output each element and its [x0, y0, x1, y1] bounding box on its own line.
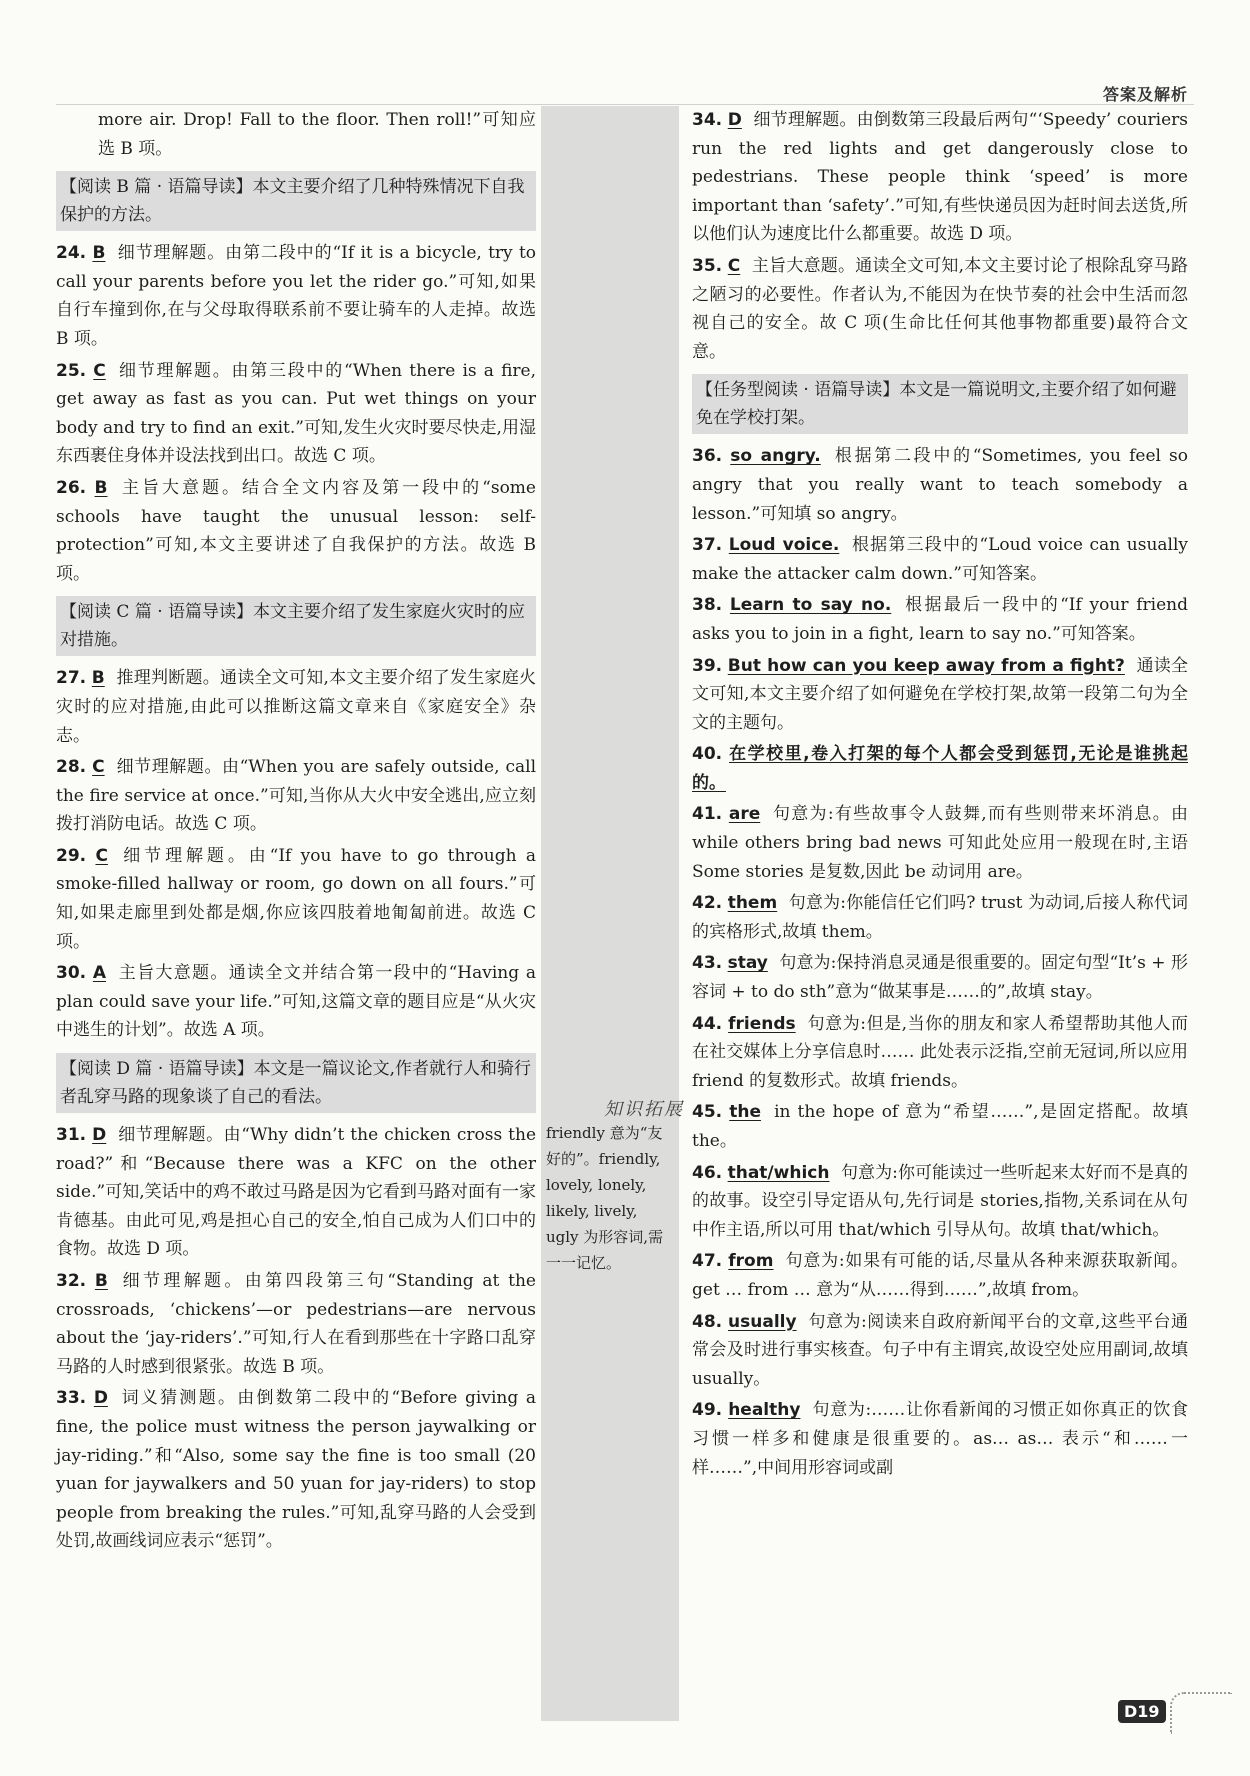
answer-key: B	[91, 668, 105, 689]
header-title: 答案及解析	[1102, 85, 1188, 104]
question-number: 26.	[56, 477, 87, 498]
question-number: 31.	[56, 1125, 87, 1146]
explanation-text: 句意为:……让你看新闻的习惯正如你真正的饮食习惯一样多和健康是很重要的。as… as… 表示“和……一样……”,中间用形容词或副	[692, 1400, 1188, 1478]
answer-key: Loud voice.	[728, 535, 840, 556]
answer-entry	[692, 252, 1188, 366]
explanation-text: 细节理解题。由“Why didn’t the chicken cross the road?”和“Because there was a KFC on the other side.”可知,笑话中的鸡不敢过马路是因为它看到马路对面有一家肯德基。由此可见,鸡是担心自己的安全,怕自己成为人们口中的食物。故选 D 项。	[56, 1125, 537, 1260]
answer-key: the	[729, 1102, 761, 1123]
question-number: 29.	[56, 845, 87, 866]
page-number: D19	[1118, 1700, 1166, 1723]
question-number: 32.	[56, 1271, 87, 1291]
explanation-text: 句意为:如果有可能的话,尽量从各种来源获取新闻。get … from … 意为“从……得到……”,故填 from。	[692, 1251, 1188, 1300]
section-heading: 【任务型阅读 · 语篇导读】本文是一篇说明文,主要介绍了如何避免在学校打架。	[692, 374, 1188, 434]
answer-entry	[56, 664, 536, 750]
answer-key: Learn to say no.	[729, 595, 892, 616]
explanation-text: 句意为:有些故事令人鼓舞,而有些则带来坏消息。由 while others bring bad news 可知此处应用一般现在时,主语 Some stories 是复数,因此 be 动词用 are。	[692, 804, 1189, 882]
answer-key: 在学校里,卷入打架的每个人都会受到惩罚,无论是谁挑起的。	[692, 744, 1189, 793]
question-number: 48.	[692, 1311, 723, 1332]
answer-key: A	[92, 963, 107, 984]
tip-text: friendly 意为“友好的”。friendly, lovely, lonely, likely, lively, ugly 为形容词,需一一记忆。	[546, 1124, 664, 1272]
answer-key: But how can you keep away from a fight?	[727, 655, 1125, 676]
answer-entry	[692, 949, 1188, 1006]
question-number: 24.	[56, 243, 87, 264]
question-number: 34.	[692, 110, 723, 130]
explanation-text: 细节理解题。由倒数第三段最后两句“‘Speedy’ couriers run the red lights and get dangerously close to pedestrians. These people think ‘speed’ is more important than ‘safety’.”可知,有些快递员因为赶时间去送货,所以他们认为速度比什么都重要。故选 D 项。	[692, 110, 1189, 245]
question-number: 41.	[692, 804, 723, 825]
answer-entry	[692, 889, 1188, 946]
answer-key: so angry.	[730, 446, 821, 467]
answer-key: D	[93, 1388, 108, 1409]
explanation-text: 词义猜测题。由倒数第二段中的“Before giving a fine, the police must witness the person jaywalking or jay-riding.”和“Also, some say the fine is too small (20 yuan for jaywalkers and 50 yuan for jay-riders) to stop people from breaking the rules.”可知,乱穿马路的人会受到处罚,故画线词应表示“惩罚”。	[56, 1388, 537, 1552]
explanation-text: 根据第二段中的“Sometimes, you feel so angry that you really want to teach somebody a lesson.”可知填 so angry。	[692, 446, 1189, 524]
question-number: 27.	[56, 668, 87, 689]
answer-key: D	[727, 110, 742, 130]
explanation-text: 句意为:阅读来自政府新闻平台的文章,这些平台通常会及时进行事实核查。句子中有主谓宾,故设空处应用副词,故填 usually。	[692, 1311, 1188, 1389]
answer-entry	[56, 357, 536, 471]
answer-entry	[56, 842, 536, 956]
answer-entry	[692, 1010, 1188, 1096]
answer-key: that/which	[727, 1162, 830, 1183]
question-number: 42.	[692, 893, 723, 914]
explanation-text: 细节理解题。由第三段中的“When there is a fire, get away as fast as you can. Put wet things on your body and try to find an exit.”可知,发生火灾时要尽快走,用湿东西裹住身体并设法找到出口。故选 C 项。	[56, 360, 537, 467]
question-number: 38.	[692, 595, 723, 616]
question-number: 44.	[692, 1013, 723, 1034]
question-number: 37.	[692, 535, 723, 556]
answer-key: healthy	[728, 1400, 801, 1421]
answer-key: friends	[728, 1013, 796, 1034]
answer-entry	[692, 442, 1188, 528]
explanation-text: 句意为:但是,当你的朋友和家人希望帮助其他人而在社交媒体上分享信息时…… 此处表示泛指,空前无冠词,所以应用 friend 的复数形式。故填 friends。	[692, 1013, 1188, 1091]
question-number: 43.	[692, 953, 723, 974]
explanation-text: 细节理解题。由第四段第三句“Standing at the crossroads, ‘chickens’—or pedestrians—are nervous about the ‘jay-riders’.”可知,行人在看到那些在十字路口乱穿马路的人时感到很紧张。故选 B 项。	[56, 1271, 536, 1377]
answer-entry	[692, 106, 1188, 249]
answer-key: from	[728, 1251, 774, 1272]
answer-continuation	[56, 106, 536, 163]
answer-entry	[692, 531, 1188, 588]
answer-entry	[692, 591, 1188, 648]
answer-entry	[56, 753, 536, 839]
question-number: 45.	[692, 1102, 723, 1123]
explanation-text: 细节理解题。由第二段中的“If it is a bicycle, try to call your parents before you let the rider go.”可知,如果自行车撞到你,在与父母取得联系前不要让骑车的人走掉。故选 B 项。	[56, 243, 537, 349]
answer-key: C	[92, 757, 105, 778]
answer-entry	[692, 1159, 1188, 1245]
entry-text: more air. Drop! Fall to the floor. Then roll!”可知应选 B 项。	[98, 110, 536, 159]
answer-key: are	[728, 804, 761, 825]
answer-key: B	[94, 1271, 108, 1291]
explanation-text: 细节理解题。由“When you are safely outside, call the fire service at once.”可知,当你从大火中安全逃出,应立刻拨打消防电话。故选 C 项。	[56, 757, 537, 835]
answer-key: D	[92, 1125, 107, 1146]
explanation-text: 句意为:保持消息灵通是很重要的。固定句型“It’s + 形容词 + to do sth”意为“做某事是……的”,故填 stay。	[692, 953, 1189, 1003]
question-number: 25.	[56, 360, 87, 381]
question-number: 30.	[56, 963, 87, 984]
answer-entry	[56, 959, 536, 1045]
answer-key: usually	[728, 1311, 797, 1332]
explanation-text: 句意为:你可能读过一些听起来太好而不是真的的故事。设空引导定语从句,先行词是 stories,指物,关系词在从句中作主语,所以可用 that/which 引导从句。故填 that/which。	[692, 1162, 1189, 1240]
explanation-text: 根据最后一段中的“If your friend asks you to join in a fight, learn to say no.”可知答案。	[692, 595, 1188, 644]
left-column	[56, 106, 536, 1559]
explanation-text: in the hope of 意为“希望……”,是固定搭配。故填 the。	[692, 1102, 1189, 1151]
question-number: 35.	[692, 255, 723, 276]
section-heading: 【阅读 C 篇 · 语篇导读】本文主要介绍了发生家庭火灾时的应对措施。	[56, 596, 536, 656]
explanation-text: 根据第三段中的“Loud voice can usually make the attacker calm down.”可知答案。	[692, 535, 1189, 584]
answer-entry	[692, 1308, 1188, 1394]
answer-key: B	[92, 243, 106, 264]
question-number: 47.	[692, 1251, 723, 1272]
header-rule	[56, 104, 1194, 105]
explanation-text: 通读全文可知,本文主要介绍了如何避免在学校打架,故第一段第二句为全文的主题句。	[692, 655, 1189, 733]
answer-entry	[56, 474, 536, 588]
answer-entry	[692, 652, 1188, 738]
explanation-text: 主旨大意题。通读全文可知,本文主要讨论了根除乱穿马路之陋习的必要性。作者认为,不能因为在快节奏的社会中生活而忽视自己的安全。故 C 项(生命比任何其他事物都重要)最符合文意。	[692, 255, 1189, 362]
answer-key: C	[93, 360, 106, 381]
section-heading: 【阅读 D 篇 · 语篇导读】本文是一篇议论文,作者就行人和骑行者乱穿马路的现象谈了自己的看法。	[56, 1053, 536, 1113]
explanation-text: 推理判断题。通读全文可知,本文主要介绍了发生家庭火灾时的应对措施,由此可以推断这篇文章来自《家庭安全》杂志。	[56, 668, 537, 746]
answer-entry	[56, 1267, 536, 1381]
explanation-text: 细节理解题。由“If you have to go through a smoke-filled hallway or room, go down on all fours.”可知,如果走廊里到处都是烟,你应该四肢着地匍匐前进。故选 C 项。	[56, 845, 537, 952]
tip-title: 知识拓展	[604, 1099, 684, 1120]
answer-entry	[692, 1247, 1188, 1304]
question-number: 28.	[56, 757, 87, 778]
question-number: 40.	[692, 744, 723, 765]
answer-entry	[56, 1384, 536, 1556]
answer-key: stay	[727, 953, 768, 974]
answer-key: C	[95, 845, 108, 866]
explanation-text: 主旨大意题。结合全文内容及第一段中的“some schools have taught the unusual lesson: self-protection”可知,本文主要讲述了自我保护的方法。故选 B 项。	[56, 477, 536, 584]
question-number: 36.	[692, 446, 723, 467]
answer-entry	[56, 1121, 536, 1264]
question-number: 33.	[56, 1388, 87, 1409]
explanation-text: 主旨大意题。通读全文并结合第一段中的“Having a plan could save your life.”可知,这篇文章的题目应是“从火灾中逃生的计划”。故选 A 项。	[56, 963, 537, 1041]
answer-entry	[692, 1396, 1188, 1482]
answer-entry	[56, 239, 536, 353]
question-number: 39.	[692, 655, 723, 676]
answer-key: B	[94, 477, 108, 498]
section-heading: 【阅读 B 篇 · 语篇导读】本文主要介绍了几种特殊情况下自我保护的方法。	[56, 171, 536, 231]
answer-key: them	[727, 893, 778, 914]
answer-entry	[692, 740, 1188, 797]
corner-decoration	[1170, 1692, 1232, 1734]
right-column	[692, 106, 1188, 1485]
answer-key: C	[727, 255, 741, 276]
question-number: 49.	[692, 1400, 723, 1421]
answer-entry	[692, 800, 1188, 886]
answer-entry	[692, 1098, 1188, 1155]
middle-sidebar-band	[541, 106, 679, 1721]
explanation-text: 句意为:你能信任它们吗? trust 为动词,后接人称代词的宾格形式,故填 them。	[692, 893, 1189, 942]
question-number: 46.	[692, 1162, 723, 1183]
